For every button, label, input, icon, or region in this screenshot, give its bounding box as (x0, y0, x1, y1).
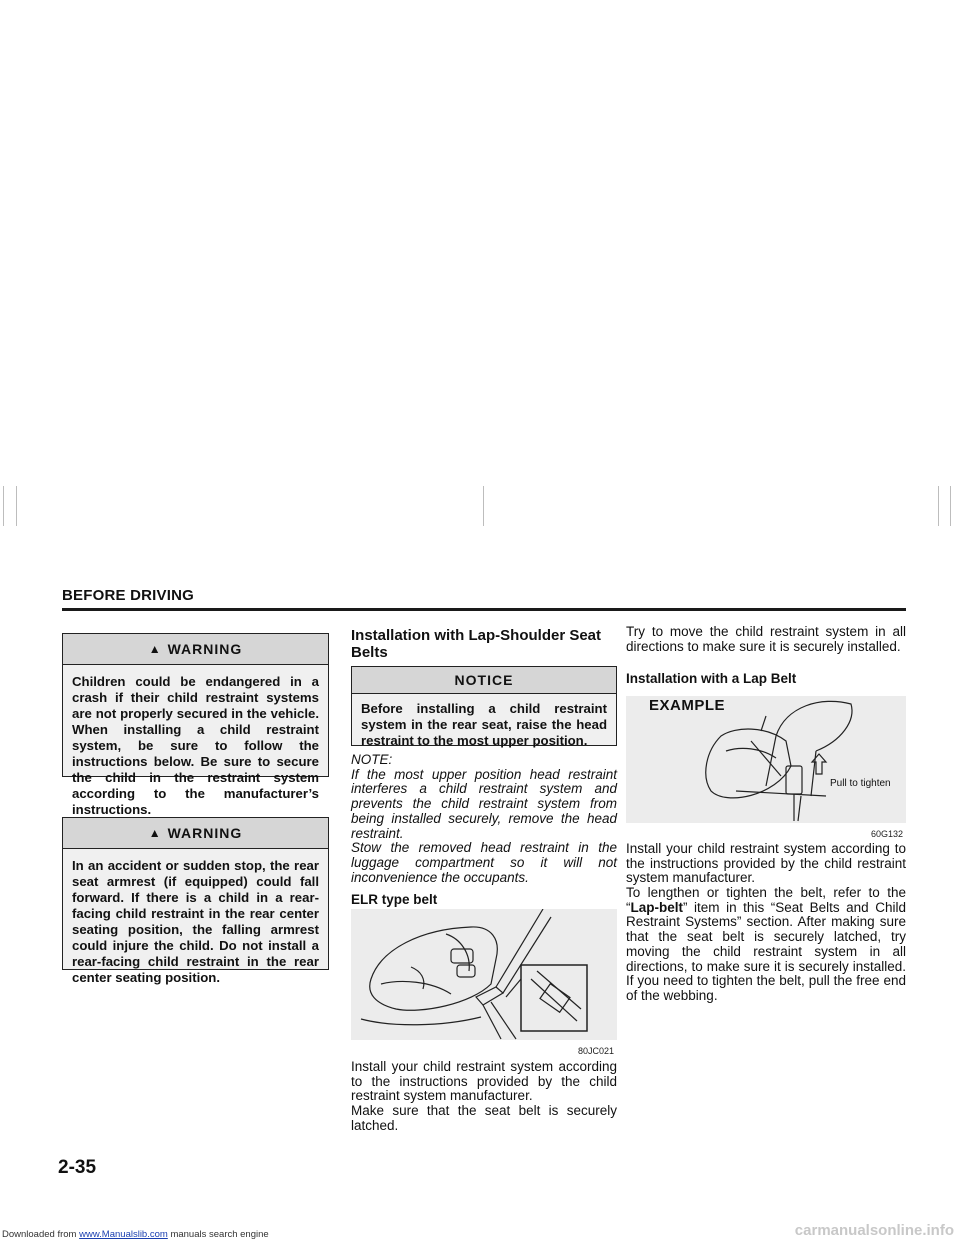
notice-box (351, 666, 617, 746)
middle-body-text: Install your child restraint system according to the instructions provided by the child restraint system manufacturer. Make sure that the seat belt is securely latched. (351, 1059, 617, 1133)
warning-box-2 (62, 817, 329, 985)
right-body-text-1: Install your child restraint system according to the instructions provided by the child restraint system manufacturer. (626, 841, 906, 886)
elr-belt-figure (351, 909, 617, 1056)
warning-icon: ▲ (148, 642, 162, 656)
page-number: 2-35 (58, 1157, 97, 1178)
header-rule (62, 608, 906, 611)
figure-annotation: Pull to tighten (830, 778, 891, 789)
warning-label: WARNING (167, 825, 243, 841)
notice-band (352, 667, 616, 694)
crop-mark (938, 486, 939, 526)
warning-text: In an accident or sudden stop, the rear seat armrest (if equipped) could fall forward. If there is a child in a rear-facing child restraint in the rear center seating position, the falling armrest could injure the child. Do not install a rear-facing child restraint in the rear center seating position. (72, 858, 319, 985)
crop-mark (16, 486, 17, 526)
notice-label: NOTICE (454, 672, 514, 688)
lap-belt-figure (626, 696, 906, 839)
lap-belt-illustration (626, 696, 906, 823)
figure-label: EXAMPLE (649, 697, 726, 714)
warning-box-1 (62, 633, 329, 817)
elr-belt-illustration (351, 909, 617, 1040)
warning-band (63, 818, 328, 849)
notice-text: Before installing a child restraint system in the rear seat, raise the head restraint to the most upper position. (361, 701, 607, 748)
warning-text: Children could be endangered in a crash if their child restraint systems are not properly secured in the vehicle. When installing a child restraint system, be sure to follow the instructions below. Be sure to secure the child in the restraint system according to the manufacturer’s instructions. (72, 674, 319, 817)
manualslib-link[interactable]: www.Manualslib.com (79, 1229, 168, 1240)
crop-mark (483, 486, 484, 526)
crop-mark (3, 486, 4, 526)
figure-code: 80JC021 (577, 1046, 614, 1056)
lap-belt-heading: Installation with a Lap Belt (626, 671, 797, 686)
right-body-text-2 (626, 886, 906, 1004)
site-watermark: carmanualsonline.info (794, 1222, 954, 1239)
figure-code: 60G132 (870, 829, 903, 839)
warning-band (63, 634, 328, 665)
warning-icon: ▲ (148, 826, 162, 840)
section-title: BEFORE DRIVING (62, 587, 194, 604)
body-text-segment: To lengthen or tighten the belt, refer to the “ (626, 885, 906, 915)
footer-suffix: manuals search engine (167, 1229, 269, 1240)
warning-label: WARNING (167, 641, 243, 657)
download-footer (2, 1229, 269, 1240)
lap-shoulder-heading: Installation with Lap-Shoulder Seat Belts (351, 627, 602, 661)
lap-belt-reference: Lap-belt (630, 899, 683, 915)
note-text: NOTE: If the most upper position head restraint interferes a child restraint system and prevents the child restraint system from being installed securely, remove the head restraint. Stow the removed head restraint in the luggage compartment so it will not inconvenience the occupants. (351, 752, 617, 885)
footer-prefix: Downloaded from (2, 1229, 80, 1240)
elr-heading: ELR type belt (351, 892, 438, 907)
body-text-segment: ” item in this “Seat Belts and Child Restraint Systems” section. After making sure that the seat belt is securely latched, try moving the child restraint system in all directions, to make sure it is securely installed. If you need to tighten the belt, pull the free end of the webbing. (626, 899, 906, 1003)
right-intro-text: Try to move the child restraint system in all directions to make sure it is securely installed. (626, 624, 906, 654)
crop-mark (950, 486, 951, 526)
